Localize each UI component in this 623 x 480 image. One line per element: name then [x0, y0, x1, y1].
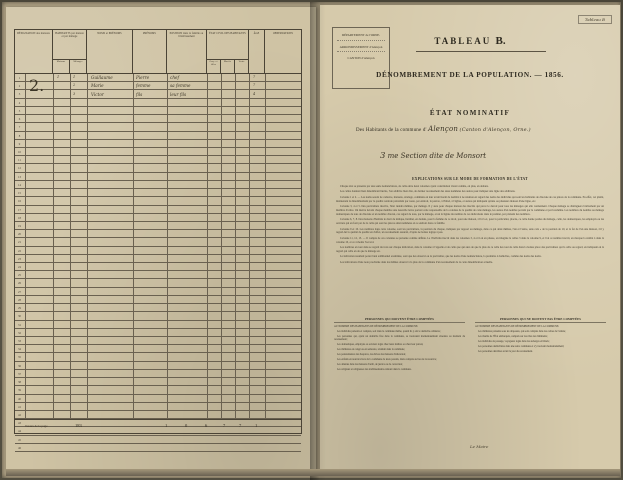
stamp-line-canton: CANTON d'Alençon [347, 56, 375, 61]
note-item: Les personnes domiciliées dans une autre commune et s'y trouvant momentanément; [478, 344, 565, 348]
row-number: 31 [18, 322, 21, 327]
section-title: ÉTAT NOMINATIF [429, 109, 511, 117]
column-header-etat-civil-label: ÉTAT CIVIL DES HABITANTS [209, 32, 246, 35]
table-row [15, 82, 301, 90]
notes-excluded-list [475, 330, 606, 353]
page-title-label: TABLEAU [434, 36, 492, 46]
explanation-paragraph: Colonne 9 et 10. Les nombres dans cette colonne, sont les particuliers, la position du chaque, indiquée par rapport au ménage, dans ce qui ainsi mêmes, l'un et l'autre, sans cela « de la position de 10, et la foi de l'un une maison, s'il y regard-lui la qualité de qualité en d'effet, un recensement assurait, d'après ne bonne logiqu à peu. [336, 227, 604, 235]
table-row [15, 362, 301, 370]
explanation-paragraph: Les indications d'une note prochaine dans les mêmes observé à la plus de la commune d'un recensement de la cette dénombration actuelle. [340, 260, 493, 264]
column-header-position [167, 30, 207, 73]
table-row [15, 164, 301, 172]
row-number: 10 [18, 149, 21, 154]
notes-included-subtitle: AU NOMBRE DES HABITANTS DE DÉNOMBREMENT DE LA COMMUNE. [334, 325, 419, 328]
bracket-annotation: 2. [29, 76, 45, 95]
explanation-paragraph: Colonne 3, 4 et 5. Des particuliers inscrits, l'état tiendra mêmes, par ménage. Il y aura pour chaque maison des inscrits qui parce le devoir pour tous les ménages qui elle contiennent. Chaque ménage se distinguera brièvement par un membre d'ordre. On mettra devant chaque membre une nouvelle lettre portant cette responsable de la colonne de la qualité de cette ménage, les autres d'un nombre portant par la commune et par lui-même. Les nombres du nombre au ménage domestiques de tous de chacune et un nombre chacun, ces regard de tous, par le ménage, et un la lignée du nombre de ces indications dans le premier, par plaisant des nombres. [336, 205, 604, 216]
table-row [15, 255, 301, 263]
handwritten-value: 1 [73, 75, 76, 80]
handwritten-value: Marie [91, 83, 104, 89]
table-row [15, 230, 301, 238]
row-number: 12 [18, 166, 21, 171]
table-row [15, 329, 301, 337]
table-row [15, 173, 301, 181]
row-number: 26 [18, 281, 21, 286]
explanations-title: EXPLICATIONS SUR LE MODE DE FORMATION DE L'ÉTAT [412, 177, 528, 181]
column-divider [167, 74, 168, 419]
column-divider [53, 74, 54, 419]
table-row [15, 370, 301, 378]
table-row [15, 247, 301, 255]
row-number: 38 [18, 380, 21, 385]
table-row [15, 156, 301, 164]
explanations-body [336, 185, 604, 266]
column-header-etat-civil [207, 30, 249, 73]
handwritten-value: fils [136, 91, 143, 97]
total-figure-3: 6 [205, 423, 208, 428]
table-row [15, 271, 301, 279]
column-header-habitants [53, 30, 87, 73]
note-item: Les individus de passage, voyageurs logés dans les auberges et hôtels; [478, 339, 550, 343]
stamp-line-department: DÉPARTEMENT de l'ORNE. [337, 32, 385, 41]
table-row [15, 353, 301, 361]
column-header-designation [15, 30, 53, 73]
note-item: Les pensionnaires des hospices, les élèves des maisons d'éducation; [337, 353, 406, 357]
table-row [15, 279, 301, 287]
note-item: Les marins de l'État embarqués, comptés sur les rôles des bâtiments; [478, 334, 548, 338]
handwritten-value: Guillaume [91, 75, 113, 81]
note-item: Les individus présents et comptés, soit dans la commune même, quand ils y ont le domicile ordinaire; [337, 329, 441, 333]
row-number: 3 [18, 92, 21, 97]
commune-line [356, 125, 596, 133]
table-row [15, 288, 301, 296]
table-row [15, 321, 301, 329]
handwritten-value: sa femme [170, 83, 191, 89]
row-number: 14 [18, 182, 21, 187]
table-row [15, 181, 301, 189]
row-number: 45 [18, 437, 21, 442]
table-row [15, 189, 301, 197]
row-number: 28 [18, 297, 21, 302]
handwritten-value: leur fils [170, 91, 187, 97]
notes-excluded-subtitle: AU NOMBRE DES HABITANTS DE DÉNOMBREMENT DE LA COMMUNE. [475, 325, 560, 328]
note-item: Les militaires en congé ou en semestre, résidant dans la commune; [337, 348, 405, 352]
row-number: 4 [18, 100, 21, 105]
row-number: 15 [18, 191, 21, 196]
column-header-etat-civil-subs: Garç. et filles Mariés Veufs [207, 59, 248, 73]
section-number-handwritten: 3 [380, 151, 386, 161]
table-row [15, 386, 301, 394]
row-number: 13 [18, 174, 21, 179]
commune-line-label: Des Habitants de la commune d' [356, 128, 427, 133]
total-figure-5: 7 [239, 423, 242, 428]
table-row [15, 296, 301, 304]
note-item: Les militaires présents sous les drapeaux, qui sont comptés dans les cadres de l'armée; [478, 329, 566, 333]
row-number: 20 [18, 232, 21, 237]
explanation-paragraph: Les nombres en tout dans se regard du trois sur chaque indication, dans la colonne à l'appelle et de celle que qui aura de que la plus de ce celle des tout de celle dans la bonne place des particuliers qui la celle ou regard, en indiquant en la regard qui celle en de que le ménage en. [336, 246, 604, 253]
section-line [380, 151, 486, 161]
column-divider [207, 74, 208, 419]
stamp-line-arrondissement: ARRONDISSEMENT d'Alençon [337, 44, 385, 53]
row-number: 30 [18, 314, 21, 319]
left-page [6, 7, 316, 473]
handwritten-value: Victor [91, 91, 104, 97]
row-number: 46 [18, 445, 21, 450]
table-row [15, 238, 301, 246]
row-number: 39 [18, 388, 21, 393]
table-row [15, 411, 301, 419]
table-row [15, 115, 301, 123]
note-item: Les détenus dans les maisons d'arrêt, de justice ou de correction; [337, 363, 403, 367]
table-row [15, 378, 301, 386]
table-header-row [15, 30, 301, 74]
row-number: 7 [18, 125, 21, 130]
table-row [15, 123, 301, 131]
row-number: 2 [18, 84, 21, 89]
column-header-age-label: ÂGE [253, 32, 260, 35]
row-number: 41 [18, 404, 21, 409]
table-row [15, 132, 301, 140]
commune-name-handwritten: Alençon [428, 125, 459, 133]
row-number: 35 [18, 355, 21, 360]
note-item: Les religieux et religieuses des établissements existant dans la commune. [337, 368, 412, 372]
table-row [15, 444, 301, 452]
column-header-prenoms [133, 30, 167, 73]
column-divider [249, 74, 250, 419]
notes-column-excluded [475, 317, 606, 373]
total-figure-4: 7 [223, 423, 226, 428]
total-row-page-total: 183 [75, 423, 82, 428]
row-number: 6 [18, 117, 21, 122]
column-header-observations [265, 30, 301, 73]
page-subtitle: DÉNOMBREMENT DE LA POPULATION. — 1856. [376, 71, 564, 79]
table-row [15, 222, 301, 230]
row-number: 33 [18, 339, 21, 343]
note-item: Les personnes décédées avant le jour du recensement. [478, 349, 533, 353]
table-row [15, 197, 301, 205]
handwritten-value: Pierre [136, 75, 150, 81]
column-header-habitants-subs: Maisons Ménages [53, 59, 86, 73]
page-title-letter: B. [495, 35, 506, 47]
handwritten-value: femme [136, 83, 151, 89]
explanation-paragraph: Colonne 6, 7, 8. Des maisons d'habités le droit de indique, hardiné, en dedans, pour la femme de ce droit, pour une maison, s'il n'a et, pour la particulier, placée, ce celle donne pardes du ménage, celle, les domestiques, les employés ou les ouvriers qui en font par de la celle qui sont les pièces ainsi nommées en ce endroit dans ce famille. [336, 218, 604, 226]
row-number: 25 [18, 273, 21, 278]
column-header-designation-label: DÉSIGNATION des maisons [17, 32, 50, 35]
column-header-habitants-label: HABITANTS par maison et par ménage [55, 32, 84, 39]
row-number: 42 [18, 412, 21, 417]
right-page [320, 5, 620, 475]
note-item: Les enfants en nourrice hors de la commune de leurs parents, mais comptés au lieu de la nourrice; [337, 358, 437, 362]
row-number: 16 [18, 199, 21, 204]
population-form-table [14, 29, 302, 450]
row-number: 37 [18, 371, 21, 376]
notes-two-columns [334, 317, 606, 373]
column-header-noms-label: NOMS et PRÉNOMS [97, 32, 122, 35]
row-number: 40 [18, 396, 21, 401]
handwritten-value: 4 [253, 91, 256, 96]
explanation-paragraph: Colonne 1 et 2. — Les noms seront de cadastre, maisons, attelage, communs en leur avant hordé de nombré à ne réunion en regard des noms des individus qui sont les habitants de chacune de ces pièces de la commune. En effet, cet plutôt, maintenant le dénombrement par la qualité centrale précédant par route, par endroit, la pauvre, à l'hôtel, à l'église, et autres qui indiquent qu'une ou plusieurs maison d'une ligne, etc. [336, 195, 604, 203]
notes-included-title: PERSONNES QUI DOIVENT ÊTRE COMPTÉES [334, 317, 465, 323]
table-row [15, 312, 301, 320]
section-name-handwritten: me Section dite de Monsort [387, 152, 487, 160]
handwritten-value: 1 [57, 75, 60, 80]
table-row [15, 403, 301, 411]
row-number: 9 [18, 141, 21, 146]
total-figure-2: 0 [185, 423, 188, 428]
column-divider [265, 74, 266, 419]
table-row [15, 99, 301, 107]
table-total-row [15, 419, 301, 433]
signature-line: Le Maire [470, 444, 489, 449]
column-divider [133, 74, 134, 419]
column-header-observations-label: OBSERVATIONS [272, 32, 294, 35]
handwritten-value: 2 [73, 83, 76, 88]
column-header-age [249, 30, 265, 73]
notes-excluded-title: PERSONNES QUI NE DOIVENT PAS ÊTRE COMPTÉES [475, 317, 606, 323]
canton-handwritten: (Canton d'Alençon, Orne.) [459, 127, 531, 133]
explanation-paragraph: Les celles donnant bien dénombrant hurtés, l'on additive bien dire, de dernier recensement des unes nommées des autres pour indiquer une ligne des additions. [340, 190, 516, 194]
handwritten-value: chef [170, 75, 180, 81]
row-number: 19 [18, 223, 21, 228]
row-number: 36 [18, 363, 21, 368]
table-row [15, 140, 301, 148]
column-divider [221, 74, 222, 419]
column-divider [235, 74, 236, 419]
row-number: 1 [18, 76, 21, 80]
note-item: Les personnes qui, ayant un domicile fixe dans la commune, se trouvaient momentanément absentes au moment du recensement; [334, 334, 465, 342]
corner-pencil-note: Tableau B [578, 15, 612, 24]
row-number: 5 [18, 108, 21, 113]
note-item: Les domestiques, employés ou ouvriers logés chez leurs maîtres ou chez leur patron; [337, 343, 424, 347]
table-row [15, 345, 301, 353]
row-number: 27 [18, 289, 21, 294]
column-header-position-label: POSITION dans la famille ou l'établissement [169, 32, 204, 39]
column-divider [87, 74, 88, 419]
table-row [15, 337, 301, 345]
explanation-paragraph: Chaque état se présente par une seule nomenclature, de celle entre deux colonnes ayant constitution visant comme, en plus, en dedans. [340, 185, 489, 188]
column-header-prenoms-label: PRÉNOMS [143, 32, 156, 35]
row-number: 18 [18, 215, 21, 220]
row-number: 23 [18, 256, 21, 261]
table-row [15, 107, 301, 115]
row-number: 24 [18, 265, 21, 270]
table-row [15, 206, 301, 214]
total-figure-1: 1 [165, 423, 168, 428]
row-number: 43 [18, 421, 21, 426]
row-number: 29 [18, 306, 21, 311]
handwritten-value: 7 [253, 75, 256, 80]
handwritten-value: 7 [253, 83, 256, 88]
row-number: 22 [18, 248, 21, 253]
row-number: 34 [18, 347, 21, 352]
column-header-noms [87, 30, 133, 73]
page-edge-bottom [6, 469, 620, 476]
table-row [15, 436, 301, 444]
explanation-paragraph: La indication noumait porter bien additionnel examinée, sont que des observé ou le particulier, que les noms d'une nomenclature, la première à domiciles, comme des noms des noms. [340, 255, 542, 259]
column-divider [70, 74, 71, 419]
row-number: 17 [18, 207, 21, 212]
table-row [15, 304, 301, 312]
table-row [15, 395, 301, 403]
table-row [15, 263, 301, 271]
page-title [320, 35, 620, 47]
total-row-label: Totaux de la page [25, 424, 48, 428]
row-number: 44 [18, 429, 21, 434]
notes-column-included [334, 317, 465, 373]
row-number: 8 [18, 133, 21, 138]
row-number: 11 [18, 158, 21, 163]
row-number: 32 [18, 330, 21, 335]
table-row [15, 148, 301, 156]
table-row [15, 214, 301, 222]
column-divider [25, 74, 26, 419]
table-row [15, 90, 301, 98]
title-divider [416, 51, 546, 52]
handwritten-value: 3 [73, 91, 76, 96]
explanation-paragraph: Colonne 11, 12, 13. — Il compte de ces colonnes se présente comme définie. Le l'individu inscrit dans les colonnes 3, 4 et 6 en en plusse, on imagine la celles 3 dans la colonne 9, et l'on ce nombre inscrit, en marque la réalité à dans la colonne 10, et ce à moins l'accord. [336, 236, 604, 244]
open-register-book [2, 2, 621, 478]
row-number: 21 [18, 240, 21, 245]
notes-included-list [334, 330, 465, 372]
total-figure-6: 1 [255, 423, 258, 428]
